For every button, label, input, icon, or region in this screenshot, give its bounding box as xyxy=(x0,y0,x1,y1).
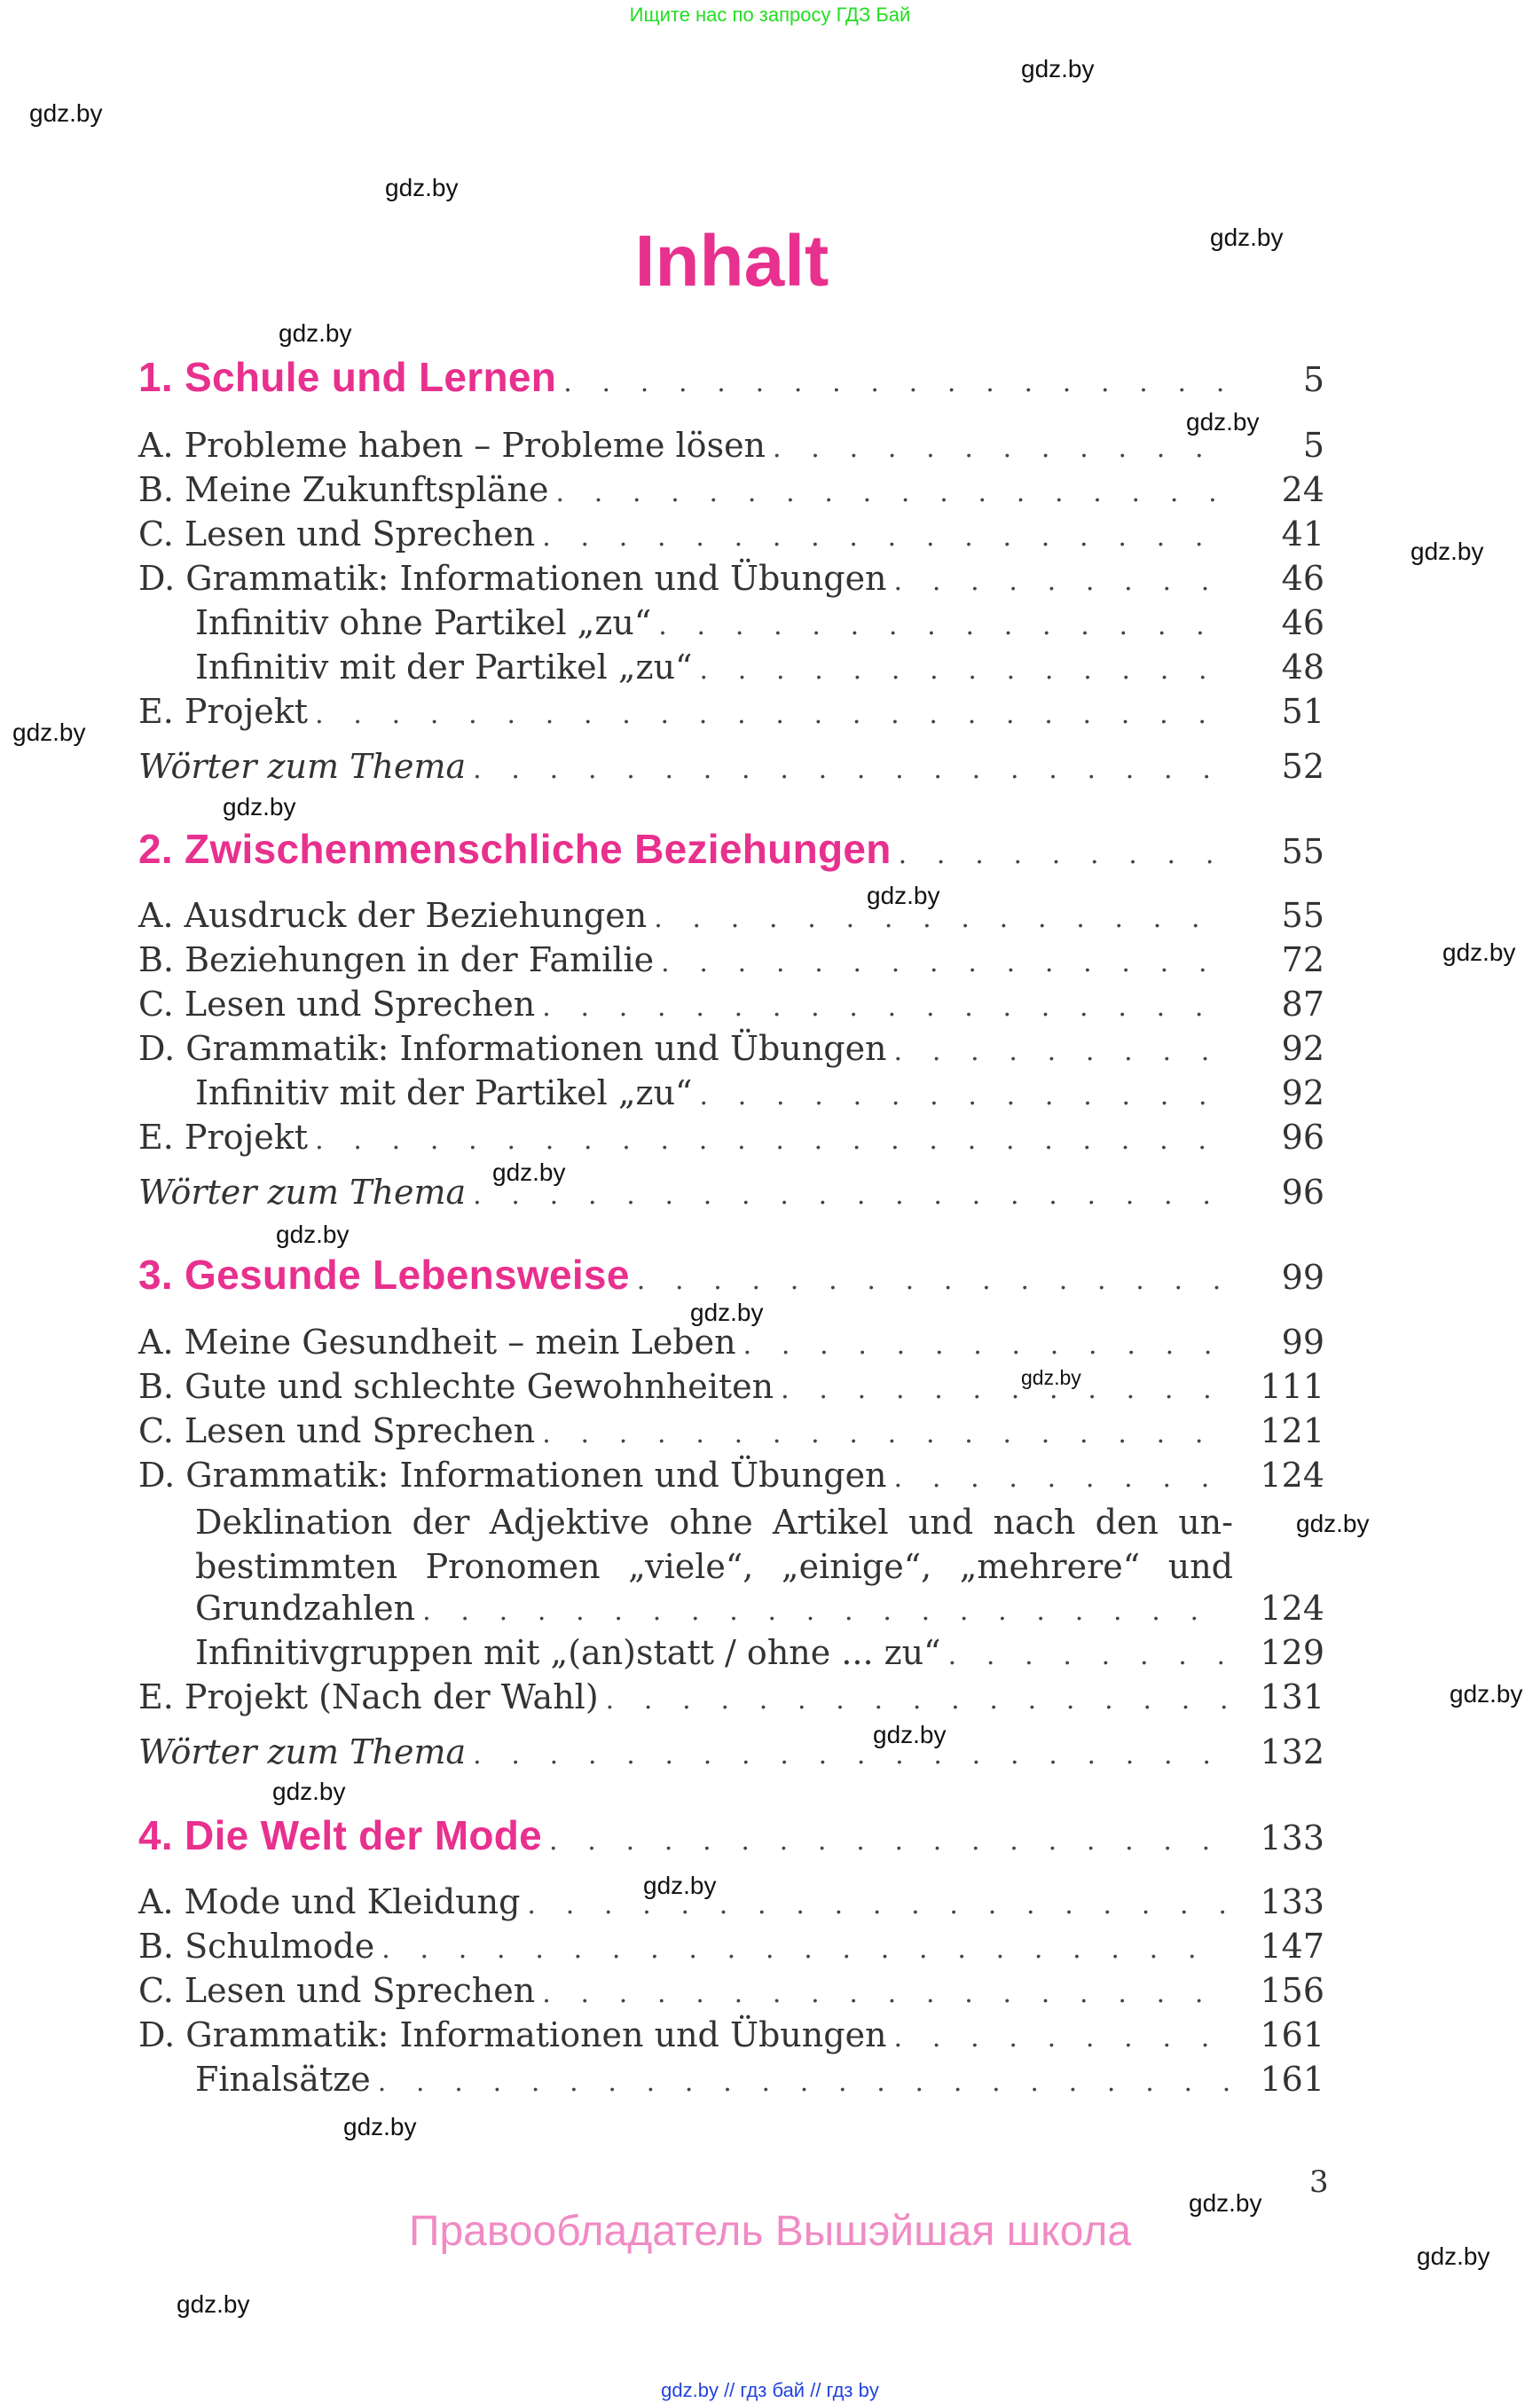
dot-leader xyxy=(661,947,1229,978)
toc-item[interactable] xyxy=(138,1456,1324,1500)
watermark: gdz.by xyxy=(643,1872,717,1899)
dot-leader xyxy=(542,1978,1229,2009)
page-number: 46 xyxy=(1281,603,1324,642)
dot-leader xyxy=(894,566,1229,597)
dot-leader xyxy=(948,1640,1229,1671)
page-number: 131 xyxy=(1260,1677,1324,1716)
watermark: gdz.by xyxy=(177,2290,250,2318)
item-label: B. Meine Zukunftspläne xyxy=(138,470,549,509)
toc-subitem-multiline-line2: bestimmten Pronomen „viele“, „einige“, „mehrere“ und xyxy=(195,1547,1233,1586)
page-number: 124 xyxy=(1260,1589,1324,1628)
toc-chapter-4[interactable] xyxy=(138,1811,1324,1856)
watermark: gdz.by xyxy=(385,174,459,201)
item-label: A. Meine Gesundheit – mein Leben xyxy=(138,1323,736,1362)
dot-leader xyxy=(422,1596,1229,1627)
item-label: E. Projekt (Nach der Wahl) xyxy=(138,1677,599,1716)
item-label: A. Probleme haben – Probleme lösen xyxy=(138,426,766,465)
toc-item[interactable] xyxy=(138,426,1324,470)
item-label: Infinitiv mit der Partikel „zu“ xyxy=(195,1073,693,1112)
toc-subitem[interactable] xyxy=(195,603,1324,648)
item-label: Wörter zum Thema xyxy=(138,1732,467,1771)
dot-leader xyxy=(699,655,1229,686)
toc-item[interactable] xyxy=(138,1971,1324,2015)
toc-item[interactable] xyxy=(138,514,1324,559)
dot-leader xyxy=(606,1684,1229,1716)
page-number: 5 xyxy=(1302,360,1324,399)
toc-item-woerter[interactable] xyxy=(138,1173,1324,1217)
toc-chapter-3[interactable] xyxy=(138,1251,1324,1298)
dot-leader xyxy=(555,477,1229,508)
watermark: gdz.by xyxy=(1442,938,1516,966)
page-number: 24 xyxy=(1281,470,1324,509)
page-number: 72 xyxy=(1281,940,1324,979)
page-number: 96 xyxy=(1281,1118,1324,1157)
dot-leader xyxy=(743,1330,1229,1361)
toc-subitem[interactable] xyxy=(195,648,1324,692)
item-label: Infinitiv mit der Partikel „zu“ xyxy=(195,648,693,687)
watermark: gdz.by xyxy=(1450,1680,1523,1708)
item-label: Infinitivgruppen mit „(an)statt / ohne ... zu“ xyxy=(195,1633,941,1672)
page-number: 99 xyxy=(1281,1258,1324,1297)
watermark: gdz.by xyxy=(1186,408,1260,436)
toc-subitem[interactable] xyxy=(195,1589,1324,1633)
watermark: gdz.by xyxy=(1189,2189,1262,2217)
item-label: Finalsätze xyxy=(195,2060,371,2099)
watermark: gdz.by xyxy=(1410,538,1484,565)
item-label: C. Lesen und Sprechen xyxy=(138,514,536,554)
item-label: C. Lesen und Sprechen xyxy=(138,985,536,1024)
toc-subitem[interactable] xyxy=(195,1073,1324,1118)
page-number: 156 xyxy=(1260,1971,1324,2010)
item-label: B. Gute und schlechte Gewohnheiten xyxy=(138,1367,774,1406)
dot-leader xyxy=(658,610,1229,641)
watermark: gdz.by xyxy=(272,1778,346,1805)
item-label: C. Lesen und Sprechen xyxy=(138,1971,536,2010)
watermark: gdz.by xyxy=(1210,224,1284,251)
dot-leader xyxy=(699,1080,1229,1111)
top-banner-text: Ищите нас по запросу ГДЗ Бай xyxy=(629,4,911,26)
toc-subitem[interactable] xyxy=(195,2060,1324,2104)
page-number: 52 xyxy=(1281,747,1324,786)
page-number: 161 xyxy=(1260,2015,1324,2054)
item-label: A. Mode und Kleidung xyxy=(138,1882,521,1921)
watermark: gdz.by xyxy=(873,1721,947,1748)
chapter-label: 2. Zwischenmenschliche Beziehungen xyxy=(138,826,892,872)
item-label: D. Grammatik: Informationen und Übungen xyxy=(138,559,887,598)
page-number: 5 xyxy=(1302,426,1324,465)
watermark: gdz.by xyxy=(343,2113,417,2140)
dot-leader xyxy=(773,433,1229,464)
page-number: 51 xyxy=(1281,692,1324,731)
toc-item[interactable] xyxy=(138,1367,1324,1411)
item-label: Grundzahlen xyxy=(195,1589,416,1628)
watermark: gdz.by xyxy=(867,882,940,909)
dot-leader xyxy=(549,1826,1229,1857)
rights-holder: Правообладатель Вышэйшая школа xyxy=(408,2208,1132,2255)
dot-leader xyxy=(542,992,1229,1023)
page-number: 96 xyxy=(1281,1173,1324,1212)
toc-item[interactable] xyxy=(138,1882,1324,1927)
dot-leader xyxy=(894,1463,1229,1494)
watermark: gdz.by xyxy=(1417,2242,1490,2270)
toc-item[interactable] xyxy=(138,940,1324,985)
dot-leader xyxy=(654,903,1229,934)
toc-chapter-2[interactable] xyxy=(138,825,1324,872)
chapter-label: 3. Gesunde Lebensweise xyxy=(138,1252,630,1298)
dot-leader xyxy=(473,754,1229,785)
dot-leader xyxy=(542,522,1229,553)
page-number: 55 xyxy=(1281,896,1324,935)
page-number: 129 xyxy=(1260,1633,1324,1672)
dot-leader xyxy=(473,1739,1229,1771)
toc-item[interactable] xyxy=(138,1118,1324,1162)
page-number: 124 xyxy=(1260,1456,1324,1495)
item-label: E. Projekt xyxy=(138,692,309,731)
item-label: D. Grammatik: Informationen und Übungen xyxy=(138,1456,887,1495)
dot-leader xyxy=(637,1265,1229,1296)
watermark: gdz.by xyxy=(492,1158,566,1186)
watermark: gdz.by xyxy=(1296,1510,1370,1537)
page-title: Inhalt xyxy=(634,221,829,302)
watermark: gdz.by xyxy=(1021,1366,1081,1389)
footer-links[interactable]: gdz.by // гдз бай // гдз by xyxy=(661,2379,879,2401)
item-label: B. Beziehungen in der Familie xyxy=(138,940,655,979)
toc-subitem-multiline-line1: Deklination der Adjektive ohne Artikel und nach den un- xyxy=(195,1503,1233,1542)
watermark: gdz.by xyxy=(276,1221,350,1248)
page-number-footer: 3 xyxy=(1309,2164,1329,2200)
item-label: Infinitiv ohne Partikel „zu“ xyxy=(195,603,652,642)
page-number: 121 xyxy=(1260,1411,1324,1450)
dot-leader xyxy=(381,1934,1229,1965)
watermark: gdz.by xyxy=(279,319,352,347)
page-number: 46 xyxy=(1281,559,1324,598)
toc-item[interactable] xyxy=(138,470,1324,514)
toc-item[interactable] xyxy=(138,1411,1324,1456)
chapter-label: 4. Die Welt der Mode xyxy=(138,1812,543,1858)
toc-item[interactable] xyxy=(138,1323,1324,1367)
dot-leader xyxy=(527,1889,1229,1920)
toc-item[interactable] xyxy=(138,559,1324,603)
item-label: A. Ausdruck der Beziehungen xyxy=(138,896,648,935)
page-number: 99 xyxy=(1281,1323,1324,1362)
toc-subitem[interactable] xyxy=(195,1633,1324,1677)
dot-leader xyxy=(315,1125,1229,1156)
watermark: gdz.by xyxy=(29,99,103,127)
toc-item[interactable] xyxy=(138,692,1324,736)
toc-item-woerter[interactable] xyxy=(138,1732,1324,1777)
dot-leader xyxy=(473,1180,1229,1211)
page-number: 133 xyxy=(1260,1818,1324,1857)
toc-item[interactable] xyxy=(138,2015,1324,2060)
dot-leader xyxy=(899,839,1229,870)
chapter-label: 1. Schule und Lernen xyxy=(138,354,557,400)
item-label: D. Grammatik: Informationen und Übungen xyxy=(138,1029,887,1068)
page-number: 111 xyxy=(1260,1367,1324,1406)
page-number: 132 xyxy=(1260,1732,1324,1771)
toc-item[interactable] xyxy=(138,1029,1324,1073)
watermark: gdz.by xyxy=(690,1299,764,1326)
item-label: C. Lesen und Sprechen xyxy=(138,1411,536,1450)
dot-leader xyxy=(781,1374,1229,1405)
page-number: 92 xyxy=(1281,1073,1324,1112)
toc-item[interactable] xyxy=(138,896,1324,940)
page-number: 161 xyxy=(1260,2060,1324,2099)
dot-leader xyxy=(378,2067,1229,2098)
toc-item[interactable] xyxy=(138,1677,1324,1722)
dot-leader xyxy=(894,1036,1229,1067)
watermark: gdz.by xyxy=(12,719,86,746)
item-label: E. Projekt xyxy=(138,1118,309,1157)
dot-leader xyxy=(542,1418,1229,1449)
dot-leader xyxy=(894,2022,1229,2054)
watermark: gdz.by xyxy=(223,793,296,821)
item-label: Wörter zum Thema xyxy=(138,1173,467,1212)
item-label: Wörter zum Thema xyxy=(138,747,467,786)
item-label: D. Grammatik: Informationen und Übungen xyxy=(138,2015,887,2054)
toc-item-woerter[interactable] xyxy=(138,747,1324,791)
page-number: 48 xyxy=(1281,648,1324,687)
page-number: 147 xyxy=(1260,1927,1324,1966)
toc-item[interactable] xyxy=(138,985,1324,1029)
page-number: 55 xyxy=(1281,832,1324,871)
page-number: 133 xyxy=(1260,1882,1324,1921)
page-number: 92 xyxy=(1281,1029,1324,1068)
page-number: 87 xyxy=(1281,985,1324,1024)
toc-item[interactable] xyxy=(138,1927,1324,1971)
dot-leader xyxy=(563,367,1229,398)
item-label: B. Schulmode xyxy=(138,1927,375,1966)
page-number: 41 xyxy=(1281,514,1324,554)
watermark: gdz.by xyxy=(1021,55,1095,82)
dot-leader xyxy=(315,699,1229,730)
toc-chapter-1[interactable] xyxy=(138,353,1324,400)
